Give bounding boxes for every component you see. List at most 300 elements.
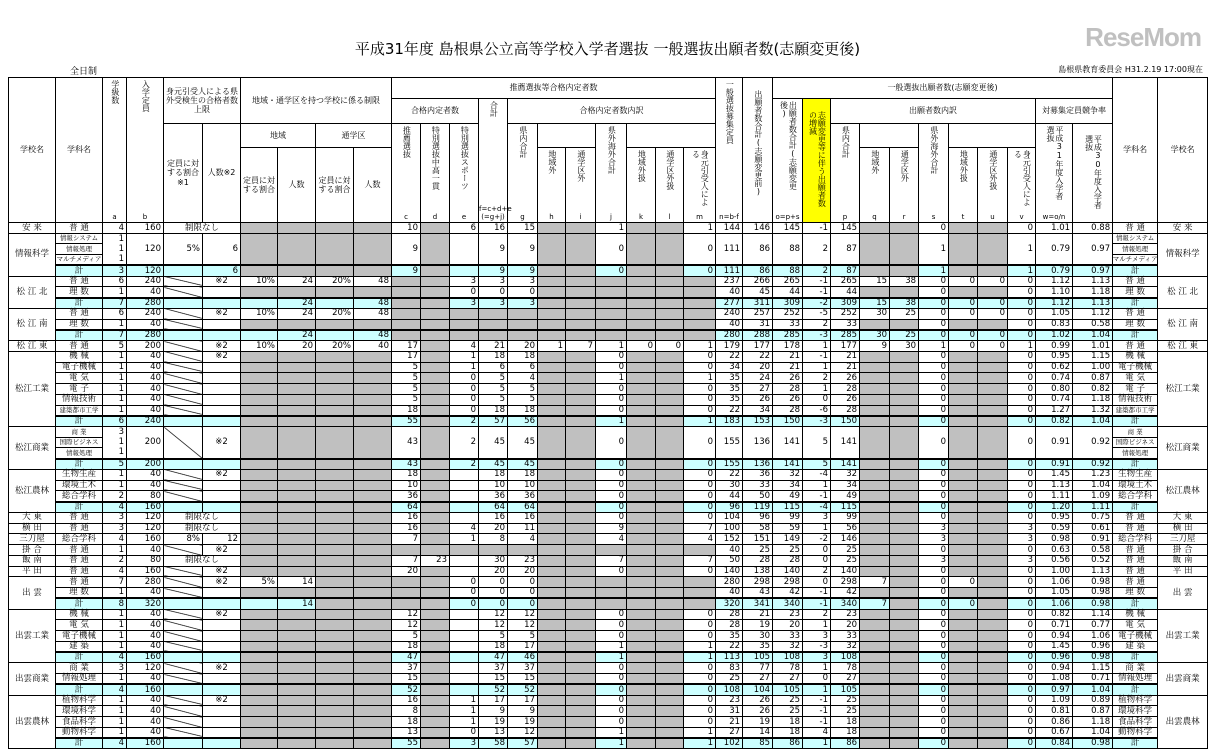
value-cell: 0 bbox=[1008, 652, 1036, 663]
shaded-cell bbox=[890, 394, 919, 405]
value-cell: 25 bbox=[890, 330, 919, 341]
shaded-cell bbox=[479, 545, 508, 556]
value-cell: 111 bbox=[716, 233, 743, 265]
value-cell bbox=[241, 330, 278, 341]
value-cell: 0.95 bbox=[1036, 351, 1073, 362]
value-cell bbox=[164, 265, 203, 276]
value-cell: 0.91 bbox=[1036, 459, 1073, 470]
dept-name: 機 械 bbox=[56, 351, 103, 362]
value-cell: 7 bbox=[684, 555, 716, 566]
value-cell: 0 bbox=[1008, 706, 1036, 717]
value-cell: 0 bbox=[949, 298, 978, 309]
header-t: 地域外扱 t bbox=[949, 148, 978, 223]
shaded-cell bbox=[316, 631, 354, 642]
value-cell bbox=[203, 416, 241, 427]
shaded-cell bbox=[566, 502, 596, 513]
table-row bbox=[9, 233, 1208, 265]
value-cell: 1 bbox=[103, 588, 127, 599]
value-cell: 45 bbox=[479, 427, 508, 459]
shaded-cell bbox=[860, 545, 890, 556]
table-row bbox=[9, 577, 1208, 588]
value-cell: 7 bbox=[103, 577, 127, 588]
shaded-cell bbox=[860, 631, 890, 642]
dept-name-right: 電 気 bbox=[1113, 373, 1158, 384]
shaded-cell bbox=[354, 384, 392, 395]
value-cell: 4 bbox=[450, 523, 479, 534]
shaded-cell bbox=[538, 416, 566, 427]
value-cell: 23 bbox=[716, 695, 743, 706]
shaded-cell bbox=[978, 717, 1008, 728]
stacked-value: 1 bbox=[118, 447, 124, 458]
value-cell: 30 bbox=[479, 555, 508, 566]
shaded-cell bbox=[278, 652, 316, 663]
header-v: 身元引受人による v bbox=[1008, 148, 1036, 223]
value-cell: 33 bbox=[831, 319, 860, 330]
shaded-cell bbox=[566, 469, 596, 480]
value-cell: 0 bbox=[684, 663, 716, 674]
school-name-right: 情報科学 bbox=[1158, 233, 1208, 276]
value-cell: 24 bbox=[278, 298, 316, 309]
value-cell: 160 bbox=[127, 223, 164, 234]
shaded-cell bbox=[656, 469, 684, 480]
diagonal-cell bbox=[164, 276, 203, 287]
value-cell: 0 bbox=[656, 341, 684, 352]
shaded-cell bbox=[354, 620, 392, 631]
school-name-right: 出雲工業 bbox=[1158, 609, 1208, 663]
value-cell: 6 bbox=[203, 233, 241, 265]
diagonal-cell bbox=[164, 362, 203, 373]
value-cell: 4 bbox=[508, 534, 538, 545]
header-s: 県外海外合計 s bbox=[919, 124, 949, 223]
value-cell bbox=[203, 684, 241, 695]
shaded-cell bbox=[656, 717, 684, 728]
value-cell: 9 bbox=[596, 523, 627, 534]
value-cell: 17 bbox=[508, 641, 538, 652]
shaded-cell bbox=[538, 588, 566, 599]
value-cell: 0.99 bbox=[1036, 341, 1073, 352]
value-cell: 40 bbox=[127, 480, 164, 491]
value-cell: 0.71 bbox=[1036, 620, 1073, 631]
value-cell bbox=[203, 620, 241, 631]
value-cell: 33 bbox=[743, 480, 773, 491]
value-cell: 1.18 bbox=[1073, 287, 1113, 298]
dept-name-right: 計 bbox=[1113, 459, 1158, 470]
value-cell: 0 bbox=[949, 598, 978, 609]
shaded-cell bbox=[354, 512, 392, 523]
stacked-value: 情報処理 bbox=[66, 448, 92, 457]
shaded-cell bbox=[627, 727, 656, 738]
value-cell: 57 bbox=[479, 416, 508, 427]
value-cell: 1 bbox=[684, 641, 716, 652]
header-k: 地域外扱 k bbox=[627, 148, 656, 223]
page-title: 平成31年度 島根県公立高等学校入学者選抜 一般選抜出願者数(志願変更後) bbox=[354, 40, 861, 58]
shaded-cell bbox=[978, 351, 1008, 362]
value-cell: 0 bbox=[1008, 298, 1036, 309]
shaded-cell bbox=[860, 373, 890, 384]
value-cell: 0 bbox=[919, 598, 949, 609]
value-cell: 0 bbox=[949, 341, 978, 352]
value-cell bbox=[203, 362, 241, 373]
value-cell: 40 bbox=[127, 319, 164, 330]
shaded-cell bbox=[627, 265, 656, 276]
shaded-cell bbox=[949, 674, 978, 685]
shaded-cell bbox=[890, 491, 919, 502]
shaded-cell bbox=[566, 695, 596, 706]
shaded-cell bbox=[421, 394, 450, 405]
value-cell: 0.96 bbox=[1073, 641, 1113, 652]
header-i: 通学区外 i bbox=[566, 148, 596, 223]
value-cell: 0.75 bbox=[1073, 512, 1113, 523]
value-cell: 3 bbox=[103, 265, 127, 276]
shaded-cell bbox=[566, 427, 596, 459]
diagonal-cell bbox=[164, 491, 203, 502]
value-cell: 1 bbox=[103, 717, 127, 728]
value-cell: 1 bbox=[803, 663, 831, 674]
value-cell: 108 bbox=[773, 652, 803, 663]
shaded-cell bbox=[278, 362, 316, 373]
value-cell: 1 bbox=[803, 341, 831, 352]
value-cell: 23 bbox=[508, 555, 538, 566]
shaded-cell bbox=[421, 577, 450, 588]
value-cell: 28 bbox=[773, 555, 803, 566]
value-cell: 15 bbox=[392, 674, 421, 685]
value-cell: 1 bbox=[103, 695, 127, 706]
dept-name: 食品科学 bbox=[56, 717, 103, 728]
dept-name: 機 械 bbox=[56, 609, 103, 620]
value-cell: 1 bbox=[103, 394, 127, 405]
value-cell: 1 bbox=[684, 223, 716, 234]
value-cell: 18 bbox=[831, 717, 860, 728]
value-cell: 0 bbox=[450, 588, 479, 599]
shaded-cell bbox=[316, 695, 354, 706]
watermark-logo: ReseMom bbox=[1085, 22, 1201, 52]
value-cell: 0 bbox=[919, 609, 949, 620]
shaded-cell bbox=[278, 534, 316, 545]
shaded-cell bbox=[278, 566, 316, 577]
value-cell: 0 bbox=[978, 308, 1008, 319]
value-cell: 28 bbox=[831, 405, 860, 416]
value-cell: 144 bbox=[716, 223, 743, 234]
value-cell: 26 bbox=[773, 373, 803, 384]
value-cell bbox=[103, 233, 127, 265]
shaded-cell bbox=[354, 265, 392, 276]
value-cell: 17 bbox=[508, 695, 538, 706]
value-cell: 2 bbox=[803, 373, 831, 384]
value-cell: 1.12 bbox=[1073, 308, 1113, 319]
value-cell: 0 bbox=[919, 631, 949, 642]
value-cell: 285 bbox=[773, 330, 803, 341]
stacked-value: 1 bbox=[118, 233, 124, 244]
shaded-cell bbox=[949, 534, 978, 545]
value-cell: 20 bbox=[479, 523, 508, 534]
shaded-cell bbox=[278, 394, 316, 405]
shaded-cell bbox=[656, 620, 684, 631]
shaded-cell bbox=[949, 566, 978, 577]
shaded-cell bbox=[538, 459, 566, 470]
shaded-cell bbox=[949, 588, 978, 599]
shaded-cell bbox=[278, 609, 316, 620]
value-cell: 27 bbox=[716, 727, 743, 738]
shaded-cell bbox=[949, 405, 978, 416]
shaded-cell bbox=[949, 373, 978, 384]
shaded-cell bbox=[949, 223, 978, 234]
dept-name-right: 計 bbox=[1113, 330, 1158, 341]
shaded-cell bbox=[421, 459, 450, 470]
shaded-cell bbox=[978, 534, 1008, 545]
value-cell: 15 bbox=[508, 223, 538, 234]
value-cell: 18 bbox=[479, 641, 508, 652]
value-cell: 32 bbox=[831, 469, 860, 480]
value-cell: -1 bbox=[803, 223, 831, 234]
shaded-cell bbox=[627, 738, 656, 749]
value-cell: 1.13 bbox=[1073, 276, 1113, 287]
value-cell: 0 bbox=[684, 631, 716, 642]
value-cell: 120 bbox=[127, 523, 164, 534]
shaded-cell bbox=[479, 319, 508, 330]
value-cell: 0.91 bbox=[1036, 427, 1073, 459]
value-cell: 0 bbox=[919, 641, 949, 652]
value-cell: 96 bbox=[743, 512, 773, 523]
value-cell: 44 bbox=[773, 287, 803, 298]
header-before: 出願者数合計(志願変更前) bbox=[743, 78, 773, 223]
value-cell: 0 bbox=[1008, 480, 1036, 491]
shaded-cell bbox=[278, 459, 316, 470]
header-capacity: 入学定員 b bbox=[127, 78, 164, 223]
header-u: 通学区外扱 u bbox=[978, 148, 1008, 223]
value-cell: 52 bbox=[479, 684, 508, 695]
shaded-cell bbox=[656, 652, 684, 663]
value-cell: 1 bbox=[103, 706, 127, 717]
value-cell: 5 bbox=[392, 362, 421, 373]
value-cell: 0 bbox=[1008, 405, 1036, 416]
value-cell: 35 bbox=[716, 384, 743, 395]
value-cell: 0 bbox=[919, 298, 949, 309]
value-cell: 265 bbox=[773, 276, 803, 287]
shaded-cell bbox=[860, 416, 890, 427]
value-cell: 9 bbox=[479, 706, 508, 717]
value-cell: 1 bbox=[103, 641, 127, 652]
value-cell: 64 bbox=[392, 502, 421, 513]
shaded-cell bbox=[241, 534, 278, 545]
header-dept: 学科名 bbox=[56, 78, 103, 223]
dept-name-right: 生物生産 bbox=[1113, 469, 1158, 480]
shaded-cell bbox=[538, 480, 566, 491]
shaded-cell bbox=[278, 523, 316, 534]
value-cell bbox=[450, 631, 479, 642]
shaded-cell bbox=[241, 652, 278, 663]
shaded-cell bbox=[978, 416, 1008, 427]
table-row bbox=[9, 362, 1208, 373]
table-row bbox=[9, 523, 1208, 534]
value-cell: 0 bbox=[684, 362, 716, 373]
value-cell: 17 bbox=[479, 695, 508, 706]
value-cell: 50 bbox=[716, 555, 743, 566]
shaded-cell bbox=[627, 384, 656, 395]
shaded-cell bbox=[949, 609, 978, 620]
value-cell: 1.00 bbox=[1036, 566, 1073, 577]
subtotal-row bbox=[9, 265, 1208, 276]
value-cell: 14 bbox=[278, 598, 316, 609]
shaded-cell bbox=[421, 491, 450, 502]
value-cell: 40 bbox=[127, 717, 164, 728]
value-cell: 42 bbox=[773, 588, 803, 599]
shaded-cell bbox=[538, 631, 566, 642]
shaded-cell bbox=[421, 427, 450, 459]
value-cell bbox=[450, 641, 479, 652]
shaded-cell bbox=[627, 223, 656, 234]
shaded-cell bbox=[860, 502, 890, 513]
value-cell: 2 bbox=[103, 491, 127, 502]
value-cell: 25 bbox=[773, 706, 803, 717]
shaded-cell bbox=[354, 652, 392, 663]
value-cell: 78 bbox=[773, 663, 803, 674]
value-cell: 20 bbox=[508, 566, 538, 577]
table-row bbox=[9, 631, 1208, 642]
shaded-cell bbox=[450, 319, 479, 330]
value-cell: 179 bbox=[716, 341, 743, 352]
value-cell: 0 bbox=[508, 287, 538, 298]
value-cell: 4 bbox=[103, 534, 127, 545]
value-cell: 0 bbox=[596, 502, 627, 513]
shaded-cell bbox=[566, 588, 596, 599]
dept-name: 電子機械 bbox=[56, 362, 103, 373]
value-cell bbox=[203, 717, 241, 728]
dept-name-right: 電子機械 bbox=[1113, 362, 1158, 373]
shaded-cell bbox=[278, 491, 316, 502]
shaded-cell bbox=[978, 631, 1008, 642]
diagonal-cell bbox=[164, 394, 203, 405]
value-cell: 0.79 bbox=[1036, 233, 1073, 265]
dept-name: 総合学科 bbox=[56, 491, 103, 502]
value-cell: 18 bbox=[508, 351, 538, 362]
shaded-cell bbox=[656, 695, 684, 706]
value-cell: 18 bbox=[392, 717, 421, 728]
value-cell: 0 bbox=[596, 394, 627, 405]
shaded-cell bbox=[860, 405, 890, 416]
value-cell: 5 bbox=[508, 384, 538, 395]
shaded-cell bbox=[278, 502, 316, 513]
shaded-cell bbox=[860, 727, 890, 738]
shaded-cell bbox=[566, 330, 596, 341]
value-cell: 80 bbox=[127, 555, 164, 566]
shaded-cell bbox=[354, 727, 392, 738]
value-cell: -1 bbox=[803, 695, 831, 706]
shaded-cell bbox=[538, 276, 566, 287]
school-name: 松 江 北 bbox=[9, 276, 56, 308]
shaded-cell bbox=[890, 502, 919, 513]
shaded-cell bbox=[316, 727, 354, 738]
shaded-cell bbox=[354, 480, 392, 491]
header-rec-group: 推薦選抜等合格内定者数 bbox=[392, 78, 716, 99]
shaded-cell bbox=[278, 480, 316, 491]
value-cell: 0 bbox=[450, 287, 479, 298]
value-cell: 20 bbox=[392, 566, 421, 577]
value-cell: 2 bbox=[803, 566, 831, 577]
value-cell: 0 bbox=[919, 663, 949, 674]
shaded-cell bbox=[392, 287, 421, 298]
value-cell: 21 bbox=[831, 351, 860, 362]
value-cell: 0.98 bbox=[1073, 577, 1113, 588]
value-cell: 0.52 bbox=[1073, 555, 1113, 566]
shaded-cell bbox=[978, 287, 1008, 298]
value-cell: 1 bbox=[450, 695, 479, 706]
value-cell bbox=[203, 598, 241, 609]
value-cell: 20% bbox=[316, 341, 354, 352]
shaded-cell bbox=[949, 362, 978, 373]
value-cell: 200 bbox=[127, 341, 164, 352]
header-r: 通学区外 r bbox=[890, 148, 919, 223]
header-blank bbox=[860, 124, 919, 148]
value-cell bbox=[450, 674, 479, 685]
shaded-cell bbox=[241, 631, 278, 642]
value-cell: 1 bbox=[803, 384, 831, 395]
value-cell: 1 bbox=[803, 362, 831, 373]
value-cell: -3 bbox=[803, 641, 831, 652]
dept-name-right: 計 bbox=[1113, 502, 1158, 513]
dept-name: 普 通 bbox=[56, 523, 103, 534]
value-cell: 16 bbox=[392, 695, 421, 706]
table-row bbox=[9, 727, 1208, 738]
value-cell: 4 bbox=[450, 341, 479, 352]
shaded-cell bbox=[316, 416, 354, 427]
shaded-cell bbox=[421, 674, 450, 685]
shaded-cell bbox=[978, 319, 1008, 330]
value-cell: -1 bbox=[803, 706, 831, 717]
value-cell: 14 bbox=[743, 727, 773, 738]
shaded-cell bbox=[278, 405, 316, 416]
shaded-cell bbox=[978, 652, 1008, 663]
shaded-cell bbox=[421, 480, 450, 491]
value-cell: 86 bbox=[773, 738, 803, 749]
shaded-cell bbox=[656, 319, 684, 330]
value-cell: 12 bbox=[479, 609, 508, 620]
shaded-cell bbox=[538, 555, 566, 566]
dept-name bbox=[56, 233, 103, 265]
shaded-cell bbox=[566, 405, 596, 416]
value-cell bbox=[203, 641, 241, 652]
value-cell: 0 bbox=[479, 598, 508, 609]
shaded-cell bbox=[421, 631, 450, 642]
value-cell: 40 bbox=[127, 545, 164, 556]
shaded-cell bbox=[316, 394, 354, 405]
shaded-cell bbox=[538, 609, 566, 620]
value-cell: 20% bbox=[316, 276, 354, 287]
shaded-cell bbox=[860, 620, 890, 631]
shaded-cell bbox=[627, 330, 656, 341]
value-cell: 0 bbox=[919, 706, 949, 717]
dept-name: 総合学科 bbox=[56, 534, 103, 545]
shaded-cell bbox=[627, 298, 656, 309]
value-cell: 0 bbox=[919, 480, 949, 491]
value-cell: 1.13 bbox=[1073, 566, 1113, 577]
shaded-cell bbox=[860, 265, 890, 276]
value-cell: 7 bbox=[392, 534, 421, 545]
value-cell: 86 bbox=[743, 233, 773, 265]
value-cell: 1 bbox=[684, 727, 716, 738]
value-cell: 45 bbox=[743, 287, 773, 298]
header-region-group: 地域・通学区を持つ学校に係る制限 bbox=[241, 78, 392, 124]
value-cell: 120 bbox=[127, 265, 164, 276]
value-cell: 43 bbox=[392, 459, 421, 470]
value-cell: 47 bbox=[479, 652, 508, 663]
value-cell: 153 bbox=[743, 416, 773, 427]
shaded-cell bbox=[978, 233, 1008, 265]
dept-name-right: 環境土木 bbox=[1113, 480, 1158, 491]
dept-name-right: 計 bbox=[1113, 416, 1158, 427]
value-cell: ※2 bbox=[203, 469, 241, 480]
table-row bbox=[9, 384, 1208, 395]
shaded-cell bbox=[538, 373, 566, 384]
